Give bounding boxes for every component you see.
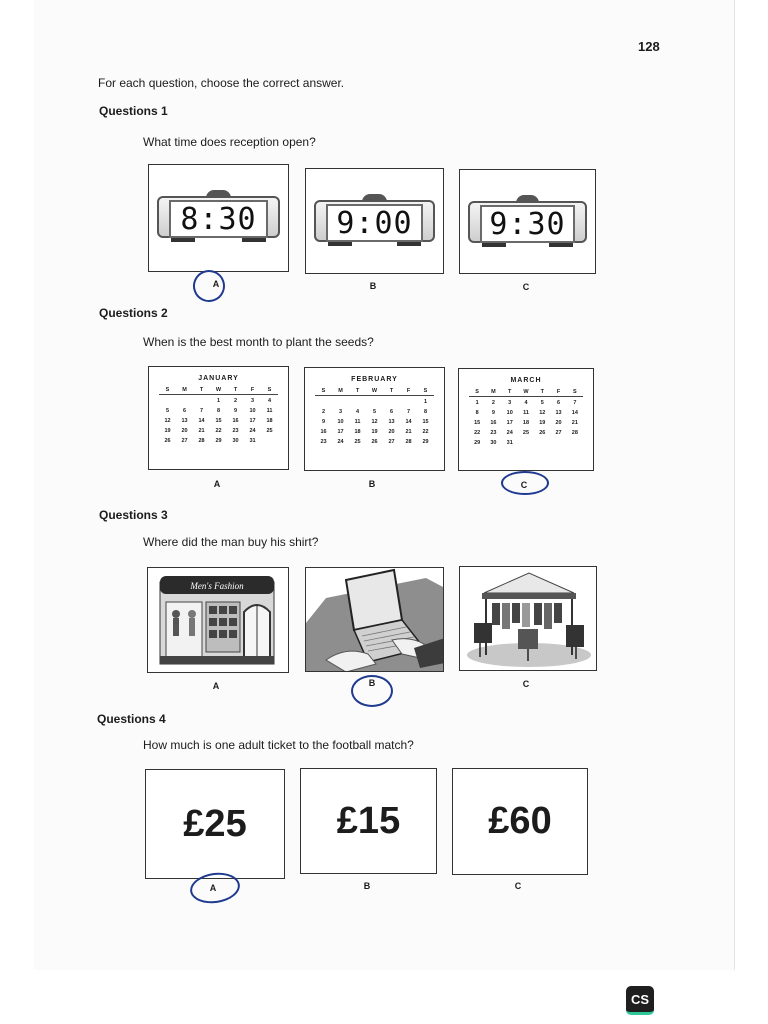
question-4-prompt: How much is one adult ticket to the football match? <box>143 738 414 752</box>
calendar-day: 5 <box>372 409 377 415</box>
empty-day <box>349 398 366 406</box>
empty-day <box>332 398 349 406</box>
calendar-day: 19 <box>371 429 378 435</box>
calendar-day: 2 <box>491 400 495 406</box>
weekday-header: T <box>193 386 210 395</box>
calendar-day: 23 <box>320 439 327 445</box>
weekday-header: S <box>261 386 278 395</box>
shop-sign: Men's Fashion <box>190 581 244 591</box>
calendar-day: 11 <box>354 419 361 425</box>
calendar-day: 12 <box>539 410 546 416</box>
calendar-day: 7 <box>199 408 204 414</box>
calendar-day: 9 <box>233 408 238 414</box>
calendar-day: 27 <box>388 439 395 445</box>
calendar-day: 6 <box>557 400 561 406</box>
calendar-day: 4 <box>355 409 360 415</box>
clothes-shop-icon <box>148 568 289 673</box>
q1-option-c-clock[interactable] <box>459 169 596 274</box>
weekday-header: M <box>176 386 193 395</box>
calendar-day: 5 <box>165 408 170 414</box>
q3-option-c-market[interactable] <box>459 566 597 671</box>
q4-option-b-price[interactable] <box>300 768 437 874</box>
instruction-text: For each question, choose the correct answer. <box>98 76 345 90</box>
calendar-day: 29 <box>422 439 429 445</box>
calendar-day: 27 <box>555 430 562 436</box>
calendar-day: 25 <box>354 439 361 445</box>
calendar-day: 20 <box>181 428 188 434</box>
calendar-day: 1 <box>423 399 428 405</box>
weekday-header: M <box>485 388 501 397</box>
question-2-heading: Questions 2 <box>99 306 168 320</box>
calendar-day: 15 <box>474 420 481 426</box>
calendar-day: 17 <box>249 418 256 424</box>
q1-label-a: A <box>212 279 220 289</box>
calendar-day: 20 <box>388 429 395 435</box>
q1-label-b: B <box>369 281 377 291</box>
calendar-day: 22 <box>215 428 222 434</box>
q2-option-a-calendar[interactable] <box>148 366 289 470</box>
calendar-day: 16 <box>490 420 497 426</box>
calendar-day: 8 <box>423 409 428 415</box>
calendar-day: 17 <box>506 420 513 426</box>
calendar-day: 12 <box>164 418 171 424</box>
calendar-day: 23 <box>490 430 497 436</box>
calendar-month: JANUARY <box>198 375 239 382</box>
q2-label-c: C <box>520 480 528 490</box>
calendar-day: 26 <box>371 439 378 445</box>
calendar-day: 30 <box>232 438 239 444</box>
weekday-header: F <box>550 388 566 397</box>
question-1-heading: Questions 1 <box>99 104 168 118</box>
calendar-day: 28 <box>405 439 412 445</box>
calendar-day: 9 <box>321 419 326 425</box>
calendar-day: 14 <box>405 419 412 425</box>
clock-time: 9:00 <box>336 205 413 241</box>
digital-clock-icon <box>314 194 435 246</box>
calendar-day: 7 <box>573 400 577 406</box>
question-3-heading: Questions 3 <box>99 508 168 522</box>
calendar-day: 20 <box>555 420 562 426</box>
calendar-day: 28 <box>571 430 578 436</box>
calendar-day: 3 <box>338 409 343 415</box>
calendar-day: 31 <box>249 438 256 444</box>
question-1-prompt: What time does reception open? <box>143 135 316 149</box>
weekday-header: M <box>332 387 349 396</box>
calendar-day: 24 <box>337 439 344 445</box>
empty-day <box>315 398 332 406</box>
q3-option-a-shop[interactable] <box>147 567 289 673</box>
empty-day <box>366 398 383 406</box>
calendar-month: FEBRUARY <box>351 376 398 383</box>
q1-option-a-clock[interactable] <box>148 164 289 272</box>
calendar-day: 19 <box>539 420 546 426</box>
digital-clock-icon <box>157 190 280 242</box>
weekday-header: F <box>400 387 417 396</box>
calendar-day: 11 <box>523 410 529 416</box>
calendar-day: 15 <box>422 419 429 425</box>
calendar-day: 2 <box>233 398 238 404</box>
calendar-day: 13 <box>181 418 188 424</box>
weekday-header: W <box>210 386 227 395</box>
weekday-header: F <box>244 386 261 395</box>
q4-label-b: B <box>363 881 371 891</box>
calendar-day: 4 <box>267 398 272 404</box>
calendar-day: 25 <box>266 428 273 434</box>
weekday-header: T <box>349 387 366 396</box>
answer-circle-q2 <box>501 471 549 495</box>
empty-day <box>193 397 210 405</box>
weekday-header: S <box>315 387 332 396</box>
calendar-day: 24 <box>249 428 256 434</box>
q3-label-b: B <box>368 678 376 688</box>
q1-label-c: C <box>522 282 530 292</box>
calendar-day: 25 <box>522 430 530 436</box>
q4-option-a-price[interactable] <box>145 769 285 879</box>
weekday-header: W <box>518 388 534 397</box>
calendar-day: 21 <box>198 428 205 434</box>
calendar-day: 10 <box>249 408 256 414</box>
q1-option-b-clock[interactable] <box>305 168 444 274</box>
empty-day <box>383 398 400 406</box>
weekday-header: S <box>469 388 485 397</box>
calendar-day: 26 <box>164 438 171 444</box>
page-number: 128 <box>638 39 660 54</box>
question-3-prompt: Where did the man buy his shirt? <box>143 535 319 549</box>
empty-day <box>176 397 193 405</box>
calendar-day: 26 <box>539 430 546 436</box>
laptop-icon <box>306 568 444 672</box>
calendar-day: 1 <box>216 398 221 404</box>
clock-time: 8:30 <box>180 201 257 237</box>
q2-option-c-calendar[interactable] <box>458 368 594 471</box>
calendar-day: 22 <box>474 430 481 436</box>
empty-day <box>159 397 176 405</box>
calendar-day: 7 <box>406 409 411 415</box>
calendar-day: 3 <box>250 398 255 404</box>
calendar-day: 4 <box>524 400 528 406</box>
calendar-day: 8 <box>216 408 221 414</box>
calendar-day: 2 <box>321 409 326 415</box>
calendar-day: 29 <box>474 440 481 446</box>
clock-time: 9:30 <box>489 206 566 242</box>
weekday-header: S <box>417 387 434 396</box>
calendar-day: 17 <box>337 429 344 435</box>
calendar-day: 14 <box>198 418 205 424</box>
calendar-day: 19 <box>164 428 171 434</box>
weekday-header: T <box>383 387 400 396</box>
calendar-day: 31 <box>506 440 513 446</box>
q2-label-b: B <box>368 479 376 489</box>
q3-label-c: C <box>522 679 530 689</box>
calendar-day: 13 <box>388 419 395 425</box>
weekday-header: S <box>567 388 583 397</box>
calendar-day: 30 <box>490 440 497 446</box>
digital-clock-icon <box>468 195 587 247</box>
calendar-grid <box>469 388 583 447</box>
answer-circle-q3 <box>351 675 393 707</box>
weekday-header: T <box>502 388 518 397</box>
calendar-day: 22 <box>422 429 429 435</box>
calendar-day: 11 <box>266 408 273 414</box>
calendar-day: 21 <box>571 420 578 426</box>
calendar-day: 10 <box>506 410 513 416</box>
camscanner-logo: CS <box>626 986 654 1015</box>
calendar-day: 12 <box>371 419 378 425</box>
question-4-heading: Questions 4 <box>97 712 166 726</box>
calendar-day: 15 <box>215 418 222 424</box>
calendar-grid <box>315 387 434 446</box>
weekday-header: S <box>159 386 176 395</box>
calendar-day: 16 <box>320 429 327 435</box>
calendar-day: 10 <box>337 419 344 425</box>
calendar-day: 16 <box>232 418 239 424</box>
question-2-prompt: When is the best month to plant the seeds? <box>143 335 374 349</box>
calendar-day: 24 <box>506 430 513 436</box>
q4-label-a: A <box>209 883 217 893</box>
calendar-day: 27 <box>181 438 188 444</box>
weekday-header: T <box>534 388 550 397</box>
calendar-day: 5 <box>540 400 544 406</box>
weekday-header: T <box>227 386 244 395</box>
empty-day <box>400 398 417 406</box>
calendar-day: 13 <box>555 410 562 416</box>
calendar-day: 6 <box>389 409 394 415</box>
calendar-day: 14 <box>571 410 578 416</box>
calendar-day: 29 <box>215 438 222 444</box>
q2-option-b-calendar[interactable] <box>304 367 445 471</box>
q3-option-b-laptop[interactable] <box>305 567 444 672</box>
q4-option-c-price[interactable] <box>452 768 588 875</box>
ticket-price: £60 <box>488 800 552 842</box>
weekday-header: W <box>366 387 383 396</box>
calendar-day: 18 <box>266 418 273 424</box>
calendar-day: 6 <box>182 408 187 414</box>
calendar-grid <box>159 386 278 445</box>
calendar-day: 18 <box>522 420 530 426</box>
calendar-day: 1 <box>475 400 479 406</box>
calendar-day: 28 <box>198 438 205 444</box>
market-stall-icon <box>460 567 597 671</box>
calendar-day: 9 <box>491 410 495 416</box>
calendar-day: 21 <box>405 429 412 435</box>
ticket-price: £25 <box>183 802 247 845</box>
ticket-price: £15 <box>336 799 401 842</box>
calendar-day: 3 <box>508 400 512 406</box>
calendar-day: 18 <box>354 429 361 435</box>
q4-label-c: C <box>514 881 522 891</box>
q2-label-a: A <box>213 479 221 489</box>
q3-label-a: A <box>212 681 220 691</box>
calendar-month: MARCH <box>510 377 542 384</box>
calendar-day: 23 <box>232 428 239 434</box>
calendar-day: 8 <box>475 410 479 416</box>
